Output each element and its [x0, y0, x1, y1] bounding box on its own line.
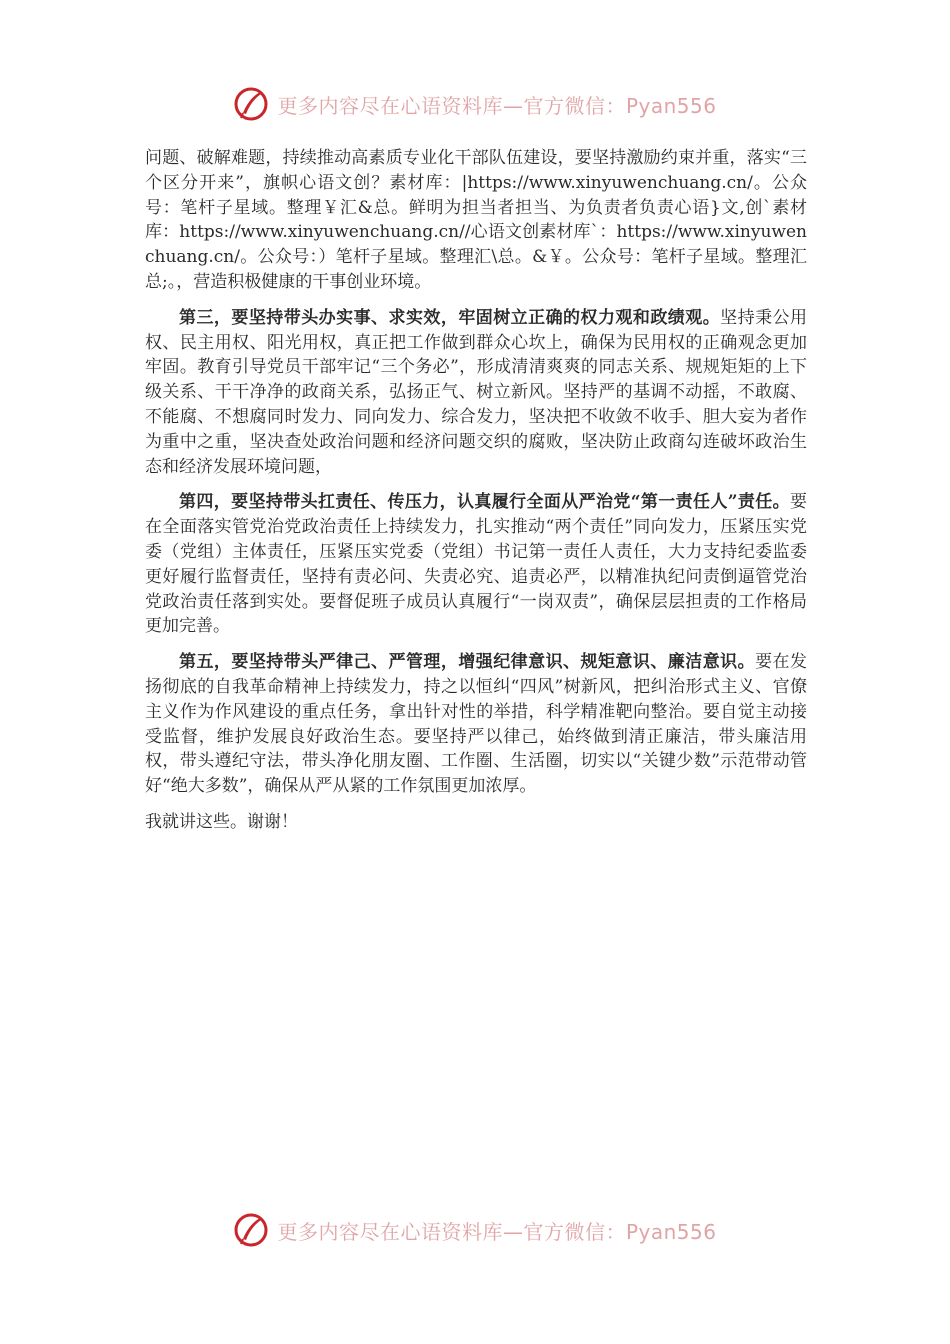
- quill-pen-logo-icon: [233, 1212, 269, 1248]
- closing-remark-text: 我就讲这些。谢谢！: [145, 811, 298, 832]
- paragraph-2: [145, 306, 807, 480]
- paragraph-1: [145, 146, 807, 295]
- watermark-text: 更多内容尽在心语资料库—官方微信：Pyan556: [277, 1219, 717, 1244]
- document-body: [145, 146, 807, 846]
- paragraph-2-heading: 第三，要坚持带头办实事、求实效，牢固树立正确的权力观和政绩观。: [179, 307, 721, 328]
- paragraph-4: [145, 650, 807, 799]
- paragraph-3-text: 要在全面落实管党治党政治责任上持续发力，扎实推动“两个责任”同向发力，压紧压实党委（党组）主体责任，压紧压实党委（党组）书记第一责任人责任，大力支持纪委监委更好履行监督责任，坚持有责必问、失责必究、追责必严，以精准执纪问责倒逼管党治党政治责任落到实处。要督促班子成员认真履行“一岗双责”，确保层层担责的工作格局更加完善。: [145, 492, 807, 637]
- paragraph-4-text: 要在发扬彻底的自我革命精神上持续发力，持之以恒纠“四风”树新风，把纠治形式主义、官僚主义作为作风建设的重点任务，拿出针对性的举措，科学精准靶向整治。要自觉主动接受监督，维护发展良好政治生态。要坚持严以律己，始终做到清正廉洁，带头廉洁用权，带头遵纪守法，带头净化朋友圈、工作圈、生活圈，切实以“关键少数”示范带动管好“绝大多数”，确保从严从紧的工作氛围更加浓厚。: [145, 652, 808, 797]
- header-watermark-banner: [0, 82, 950, 126]
- paragraph-4-heading: 第五，要坚持带头严律己、严管理，增强纪律意识、规矩意识、廉洁意识。: [179, 652, 756, 673]
- quill-pen-logo-icon: [233, 86, 269, 122]
- watermark-text: 更多内容尽在心语资料库—官方微信：Pyan556: [277, 93, 717, 118]
- paragraph-1-text: 问题、破解难题，持续推动高素质专业化干部队伍建设，要坚持激励约束并重，落实“三个区分开来”，旗帜心语文创？素材库：|https://www.xinyuwenchuang.cn/。公众号：笔杆子星域。整理￥汇&总。鲜明为担当者担当、为负责者负责心语}文,创`素材库：https://www.xinyuwenchuang.cn//心语文创素材库`：https://www.xinyuwenchuang.cn/。公众号：）笔杆子星域。整理汇\总。&￥。公众号：笔杆子星域。整理汇总;。，营造积极健康的干事创业环境。: [145, 148, 807, 292]
- paragraph-2-text: 坚持秉公用权、民主用权、阳光用权，真正把工作做到群众心坎上，确保为民用权的正确观念更加牢固。教育引导党员干部牢记“三个务必”，形成清清爽爽的同志关系、规规矩矩的上下级关系、干干净净的政商关系，弘扬正气、树立新风。坚持严的基调不动摇，不敢腐、不能腐、不想腐同时发力、同向发力、综合发力，坚决把不收敛不收手、胆大妄为者作为重中之重，坚决查处政治问题和经济问题交织的腐败，坚决防止政商勾连破坏政治生态和经济发展环境问题，: [145, 307, 808, 477]
- closing-remark: [145, 810, 807, 835]
- paragraph-3: [145, 490, 807, 639]
- footer-watermark-banner: [0, 1208, 950, 1252]
- paragraph-3-heading: 第四，要坚持带头扛责任、传压力，认真履行全面从严治党“第一责任人”责任。: [179, 492, 790, 513]
